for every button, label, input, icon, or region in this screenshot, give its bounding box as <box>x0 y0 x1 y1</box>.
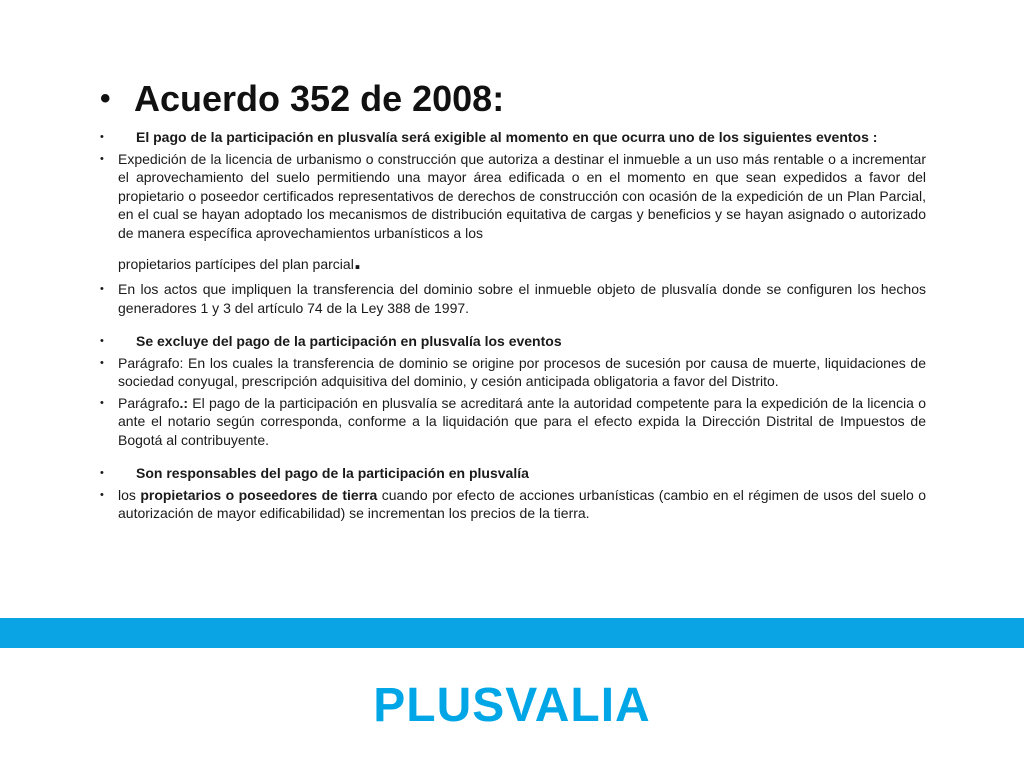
list-item-exigibility-intro <box>100 128 926 147</box>
list-item-license-event <box>100 150 926 275</box>
item-continuation <box>118 245 926 275</box>
bullet: • <box>100 335 104 347</box>
bullet: • <box>100 152 104 165</box>
list-item-transfer-event <box>100 280 926 317</box>
list-item-paragraph-2 <box>100 394 926 450</box>
bullet: • <box>100 356 104 369</box>
item-text: cuando por efecto de acciones urbanísticas (cambio en el régimen de usos del suelo o autorización de mayor edificabilidad) se incrementan los precios de la tierra. <box>118 486 926 521</box>
list-item-responsibles <box>100 486 926 523</box>
item-text: El pago de la participación en plusvalía se acreditará ante la autoridad competente para la expedición de la licencia o ante el notario según corresponda, conforme a la liquidación que para el efecto expida la Dirección Distrital de Impuestos de Bogotá al contribuyente. <box>118 394 926 448</box>
slide-heading <box>100 78 504 120</box>
item-body <box>118 150 926 275</box>
item-continuation-text: propietarios partícipes del plan parcial <box>118 256 354 272</box>
heading-text: Acuerdo 352 de 2008: <box>134 78 505 119</box>
list-item-responsibles-heading <box>100 464 926 483</box>
bullet: • <box>100 467 104 479</box>
item-prefix: los <box>118 486 141 503</box>
item-text: En los actos que impliquen la transferencia del dominio sobre el inmueble objeto de plusvalía donde se configuren los hechos generadores 1 y 3 del artículo 74 de la Ley 388 de 1997. <box>118 281 926 316</box>
accent-band <box>0 618 1024 648</box>
item-text: Se excluye del pago de la participación en plusvalía los eventos <box>136 333 562 349</box>
item-label-mark: .: <box>179 394 189 411</box>
bullet: • <box>100 283 104 295</box>
footer-title: PLUSVALIA <box>373 679 651 732</box>
list-item-exclusions-heading <box>100 332 926 351</box>
item-text: El pago de la participación en plusvalía será exigible al momento en que ocurra uno de los siguientes eventos : <box>136 129 878 145</box>
slide-content <box>100 128 926 526</box>
item-text: Expedición de la licencia de urbanismo o construcción que autoriza a destinar el inmueble a un uso más rentable o a incrementar el aprovechamiento del suelo permitiendo una mayor área edificada o en el momento en que sean expedidos a favor del propietario o poseedor certificados representativos de derechos de construcción con ocasión de la expedición de un Plan Parcial, en el cual se hayan adoptado los mecanismos de distribución equitativa de cargas y beneficios y se hayan asignado o autorizado de manera específica aprovechamientos urbanísticos a los <box>118 150 926 241</box>
item-body <box>118 394 926 450</box>
item-text: Son responsables del pago de la participación en plusvalía <box>136 465 529 481</box>
bullet: • <box>100 131 104 143</box>
item-strong: propietarios o poseedores de tierra <box>140 486 378 503</box>
heading-bullet: • <box>100 82 111 115</box>
bullet: • <box>100 396 104 409</box>
item-label: Parágrafo <box>118 394 180 411</box>
item-text: Parágrafo: En los cuales la transferencia de dominio se origine por procesos de sucesión por causa de muerte, liquidaciones de sociedad conyugal, prescripción adquisitiva del dominio, y cesión anticipada obligatoria a favor del Distrito. <box>118 354 926 389</box>
list-item-paragraph-1 <box>100 354 926 391</box>
bullet: • <box>100 488 104 501</box>
end-mark: . <box>353 245 362 275</box>
item-body <box>118 486 926 523</box>
